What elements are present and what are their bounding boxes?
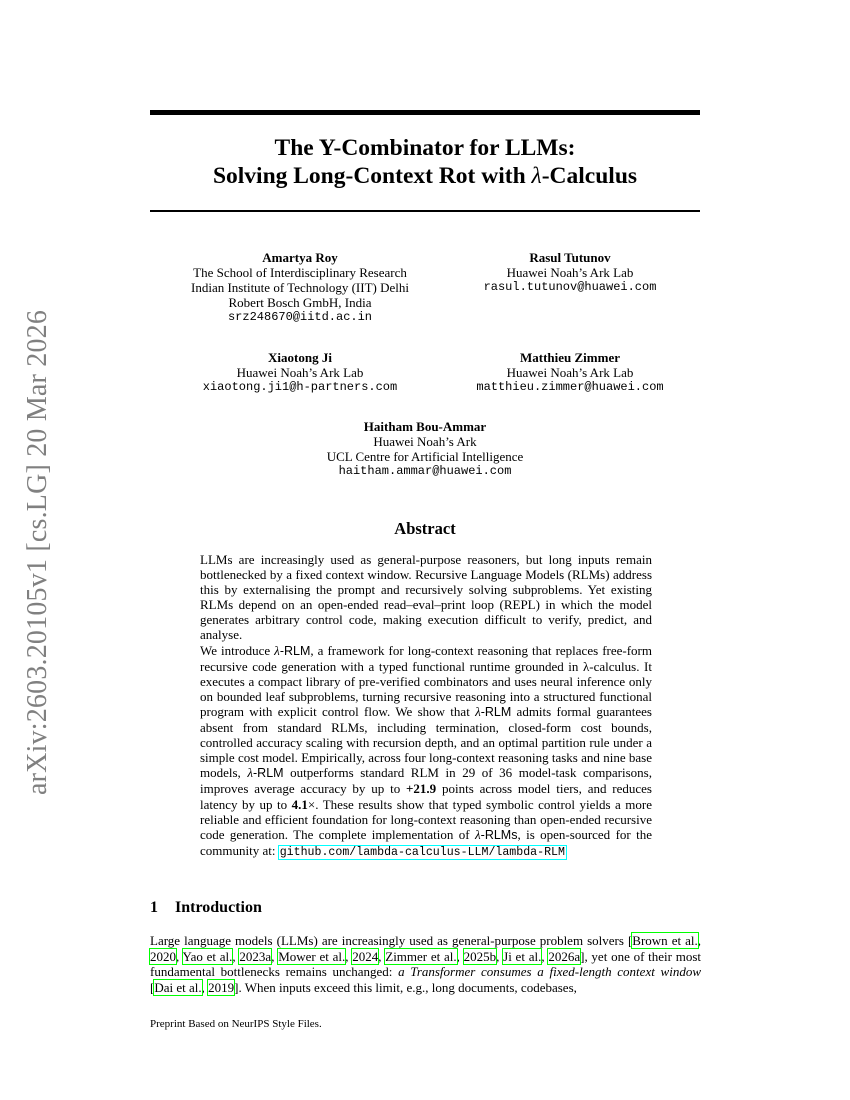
repository-link[interactable]: github.com/lambda-calculus-LLM/lambda-RLM — [279, 845, 565, 859]
abstract-text: , a framework for long-context reasoning that replaces free-form recursive code generation with a typed functional runtime grounded in λ-calculus. It executes a compact library of pre-verified combinators and uses neural inference only on bounded leaf subproblems, turning recursive reasoning into a structured functional program with explicit control flow. We show that — [200, 642, 652, 719]
author-email[interactable]: srz248670@iitd.ac.in — [227, 310, 373, 324]
author-email[interactable]: haitham.ammar@huawei.com — [338, 464, 512, 478]
abstract-text: . These results show that typed symbolic control yields a more reliable and efficient foundation for long-context reasoning than open-ended recursive code generation. The complete implementation of — [200, 796, 652, 842]
citation-link[interactable]: Ji et al. — [503, 948, 542, 964]
title-bottom-rule — [150, 210, 700, 212]
abstract-text: admits formal guarantees absent from standard RLMs, including termination, closed-form cost bounds, controlled accuracy scaling with recursion depth, and an optimal partition rule under a simple cost model. Empirically, across four long-context reasoning tasks and nine base models, — [200, 703, 652, 781]
abstract-paragraph-1: LLMs are increasingly used as general-purpose reasoners, but long inputs remain bottlenecked by a fixed context window. Recursive Language Models (RLMs) address this by externalising the prompt and recursively solving subproblems. Yet existing RLMs depend on an open-ended read–eval–print loop (REPL) in which the model generates arbitrary control code, making execution difficult to verify, predict, and analyse. — [200, 552, 652, 643]
section-heading-introduction — [150, 899, 262, 917]
method-name: -RLM — [480, 704, 512, 719]
citation-link[interactable]: Zimmer et al. — [385, 948, 457, 964]
abstract-paragraph-2 — [200, 643, 652, 860]
author-affiliation: Huawei Noah’s Ark — [373, 434, 477, 449]
author-affiliation: UCL Centre for Artificial Intelligence — [326, 449, 524, 464]
author-name: Haitham Bou-Ammar — [363, 419, 487, 434]
citation-link[interactable]: Brown et al. — [632, 933, 698, 948]
method-name: -RLM — [253, 766, 284, 781]
citation-link[interactable]: Dai et al. — [154, 979, 202, 995]
citation-link[interactable]: 2024 — [352, 948, 379, 964]
citation-link[interactable]: 2020 — [150, 948, 176, 964]
lambda-symbol: λ — [247, 765, 253, 781]
accuracy-gain-value: +21.9 — [406, 781, 437, 797]
citation-link[interactable]: 2026a — [548, 948, 581, 964]
title-text: Solving Long-Context Rot with — [212, 163, 532, 189]
author-block — [460, 250, 680, 295]
intro-text: ], yet one of their most fundamental bottlenecks remains unchanged: — [150, 948, 702, 980]
times-symbol: × — [307, 796, 316, 812]
lambda-symbol: λ — [475, 826, 481, 842]
abstract-text: We introduce — [200, 642, 275, 658]
title-line-1: The Y-Combinator for LLMs: — [274, 135, 576, 161]
author-block — [190, 350, 410, 395]
footer-note: Preprint Based on NeurIPS Style Files. — [150, 1018, 322, 1030]
section-number: 1 — [150, 899, 158, 916]
latency-gain-value: 4.1 — [291, 796, 308, 812]
author-affiliation: Robert Bosch GmbH, India — [228, 295, 372, 310]
author-affiliation: The School of Interdisciplinary Research — [193, 265, 407, 280]
author-email[interactable]: matthieu.zimmer@huawei.com — [476, 380, 664, 394]
lambda-symbol: λ — [531, 163, 542, 189]
arxiv-identifier-stamp: arXiv:2603.20105v1 [cs.LG] 20 Mar 2026 — [22, 309, 53, 795]
author-name: Matthieu Zimmer — [519, 350, 620, 365]
abstract-body — [200, 552, 652, 860]
abstract-text: , is open-sourced for the community at: — [200, 826, 652, 858]
author-name: Amartya Roy — [262, 250, 338, 265]
citation-link[interactable]: 2025b — [463, 948, 497, 964]
title-top-rule — [150, 110, 700, 115]
author-name: Xiaotong Ji — [268, 350, 332, 365]
author-block — [190, 250, 410, 325]
title-text: -Calculus — [541, 163, 638, 189]
author-affiliation: Indian Institute of Technology (IIT) Delhi — [191, 280, 409, 295]
abstract-text: outperforms standard RLM in 29 of 36 model-task comparisons, improves average accuracy by up to — [200, 765, 652, 797]
lambda-symbol: λ — [274, 642, 280, 658]
abstract-heading: Abstract — [394, 519, 456, 538]
abstract-text: points across model tiers, and reduces latency by up to — [200, 781, 652, 812]
intro-text: [ — [150, 979, 155, 995]
intro-text: Large language models (LLMs) are increasingly used as general-purpose problem solvers [ — [150, 933, 633, 948]
author-name: Rasul Tutunov — [529, 250, 611, 265]
title-line-2 — [150, 162, 700, 190]
emphasized-text: a Transformer consumes a fixed-length context window — [398, 964, 701, 980]
paper-title — [150, 134, 700, 190]
citation-link[interactable]: 2023a — [239, 948, 272, 964]
section-title: Introduction — [175, 899, 262, 916]
citation-link[interactable]: 2019 — [208, 979, 235, 995]
citation-link[interactable]: Yao et al. — [182, 948, 233, 964]
lambda-symbol: λ — [475, 703, 481, 719]
author-block — [440, 350, 700, 395]
intro-text: ]. When inputs exceed this limit, e.g., long documents, codebases, — [234, 979, 577, 995]
method-name: -RLM — [279, 643, 311, 658]
author-block — [300, 419, 550, 479]
author-affiliation: Huawei Noah’s Ark Lab — [236, 365, 364, 380]
author-affiliation: Huawei Noah’s Ark Lab — [506, 365, 634, 380]
author-email[interactable]: rasul.tutunov@huawei.com — [483, 280, 657, 294]
method-name: -RLMs — [480, 827, 518, 842]
author-email[interactable]: xiaotong.ji1@h-partners.com — [202, 380, 398, 394]
author-affiliation: Huawei Noah’s Ark Lab — [506, 265, 634, 280]
citation-link[interactable]: Mower et al. — [278, 948, 346, 964]
introduction-paragraph: Large language models (LLMs) are increasingly used as general-purpose problem solvers [Brown et al., 2020, Yao et al., 2023a, Mower et al., 2024, Zimmer et al., 2025b, Ji et al., 2026a], yet one of their most fundamental bottlenecks remains unchanged: a Transformer consumes a fixed-length context window [Dai et al., 2019]. When inputs exceed this limit, e.g., long documents, codebases, — [150, 933, 702, 995]
